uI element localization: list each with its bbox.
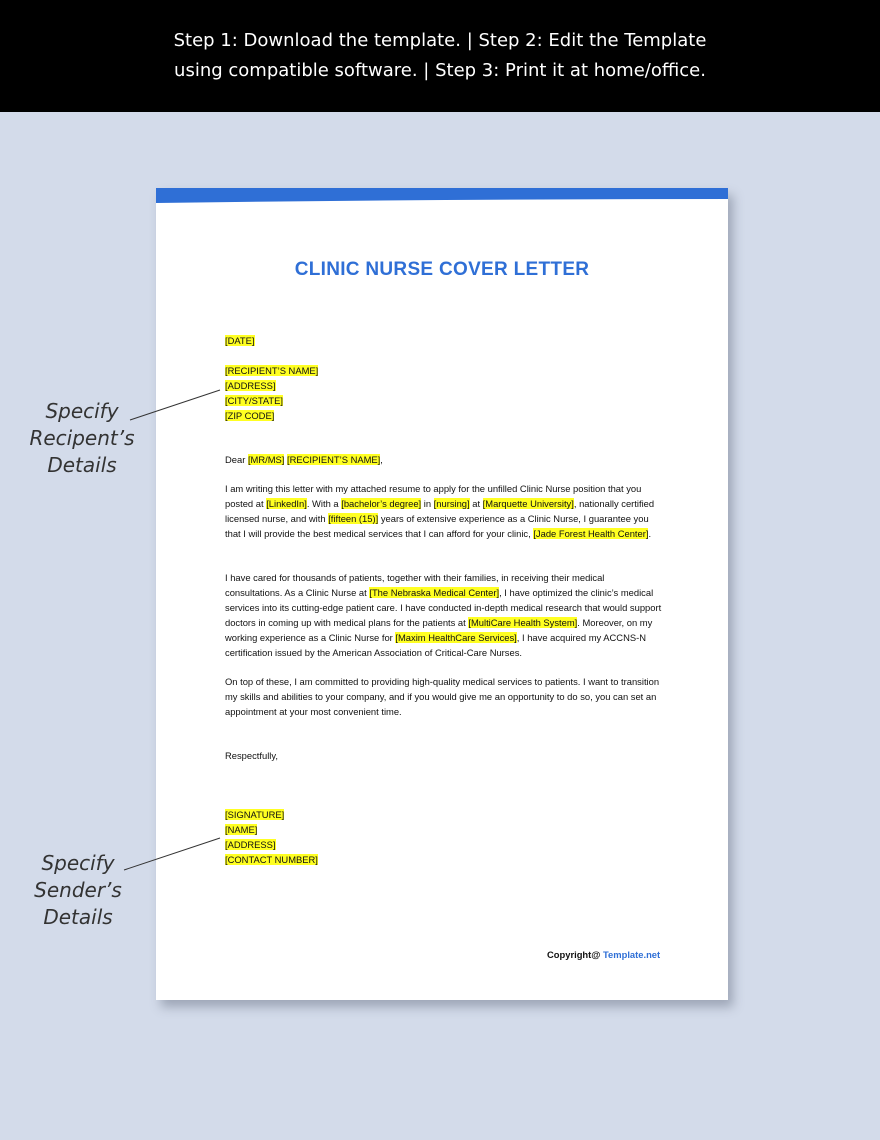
- banner-line-1: Step 1: Download the template. | Step 2: Edit the Template: [173, 30, 707, 51]
- banner-line-2: using compatible software. | Step 3: Print it at home/office.: [174, 60, 706, 81]
- sender-contact: [CONTACT NUMBER]: [225, 854, 318, 865]
- sender-signature: [SIGNATURE]: [225, 809, 285, 820]
- p1-text-4: at: [469, 498, 483, 509]
- recipient-city-state: [CITY/STATE]: [225, 395, 283, 406]
- salutation-prefix: Dear: [225, 454, 248, 465]
- p2-text-3: . Moreover, on my working experience as a Clinic Nurse for: [225, 617, 653, 643]
- salutation-name: [RECIPIENT’S NAME]: [287, 454, 381, 465]
- callout-recipient-line-1: Specify: [45, 399, 119, 423]
- salutation-title: [MR/MS]: [247, 454, 285, 465]
- p1-highlight-3: [nursing]: [433, 498, 470, 509]
- letter-title: CLINIC NURSE COVER LETTER: [294, 259, 590, 280]
- recipient-name: [RECIPIENT’S NAME]: [225, 365, 319, 376]
- p2-highlight-3: [Maxim HealthCare Services]: [395, 632, 517, 643]
- p1-text-5: , nationally certified licensed nurse, and with: [225, 498, 655, 524]
- p1-highlight-6: [Jade Forest Health Center]: [533, 528, 649, 539]
- sender-pointer-line: [124, 838, 220, 870]
- p1-text-2: . With a: [306, 498, 342, 509]
- recipient-zip: [ZIP CODE]: [225, 410, 275, 421]
- callout-sender-line-1: Specify: [41, 851, 115, 875]
- p2-highlight-1: [The Nebraska Medical Center]: [369, 587, 500, 598]
- p1-text-7: .: [648, 528, 652, 539]
- callout-sender-line-3: Details: [43, 905, 113, 929]
- p1-highlight-5: [fifteen (15)]: [328, 513, 379, 524]
- p2-text-2: , I have optimized the clinic’s medical services into its cutting-edge patient care. I have conducted in-depth medical research that would support doctors in coming up with medical plans for the patients at: [225, 587, 662, 628]
- p2-text-4: , I have acquired my ACCNS-N certification issued by the American Association of Critical-Care Nurses.: [225, 632, 646, 658]
- p1-text-3: in: [421, 498, 434, 509]
- callout-recipient-line-2: Recipent’s: [29, 426, 135, 450]
- recipient-pointer-line: [130, 390, 220, 420]
- p1-highlight-4: [Marquette University]: [482, 498, 574, 509]
- copyright-brand[interactable]: Template.net: [603, 949, 661, 960]
- p1-highlight-2: [bachelor’s degree]: [341, 498, 422, 509]
- p2-highlight-2: [MultiCare Health System]: [468, 617, 578, 628]
- p2-text-1: I have cared for thousands of patients, together with their families, in receiving their medical consultations. As a Clinic Nurse at: [225, 572, 605, 598]
- p3-text: On top of these, I am committed to providing high-quality medical services to patients. I want to transition my skills and abilities to your company, and if you would give me an opportunity to do so, you can set an appointment at your most convenient time.: [225, 676, 660, 717]
- callout-sender-line-2: Sender’s: [34, 878, 122, 902]
- p1-text-6: years of extensive experience as a Clinic Nurse, I guarantee you that I will provide the best medical services that I can afford for your clinic,: [225, 513, 649, 539]
- recipient-address: [ADDRESS]: [225, 380, 276, 391]
- p1-text-1: I am writing this letter with my attached resume to apply for the unfilled Clinic Nurse position that you posted at: [225, 483, 642, 509]
- closing-text: Respectfully,: [225, 750, 278, 761]
- sender-address: [ADDRESS]: [225, 839, 276, 850]
- callout-recipient-line-3: Details: [47, 453, 117, 477]
- date-placeholder: [DATE]: [225, 335, 255, 346]
- sender-name: [NAME]: [225, 824, 258, 835]
- salutation-suffix: ,: [380, 454, 383, 465]
- p1-highlight-1: [LinkedIn]: [266, 498, 307, 509]
- copyright-label: Copyright@: [547, 949, 604, 960]
